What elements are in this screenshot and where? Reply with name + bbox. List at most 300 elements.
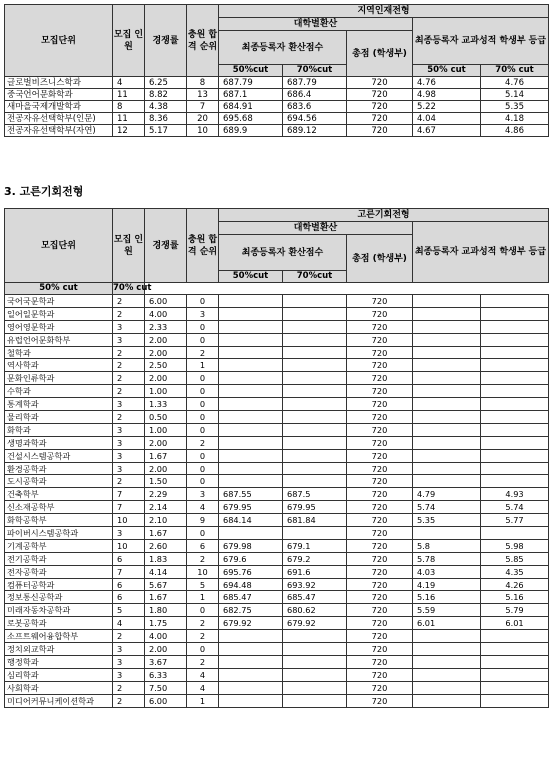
grade50-header: 50% cut: [5, 283, 113, 295]
grade-50-cell: [413, 346, 481, 359]
grade-50-cell: 4.76: [413, 77, 481, 89]
grade70-header: 70% cut: [113, 283, 152, 293]
conv-70-cell: 679.92: [283, 617, 347, 630]
conv-70-cell: [283, 694, 347, 707]
fill-rank-cell: 1: [187, 359, 219, 372]
fill-rank-cell: 1: [187, 694, 219, 707]
grade-70-cell: [481, 694, 549, 707]
dept-name-cell: 로봇공학과: [5, 617, 113, 630]
grade-50-cell: [413, 694, 481, 707]
dept-name-cell: 물리학과: [5, 411, 113, 424]
quota-cell: 3: [113, 398, 145, 411]
conv-50-cell: [219, 423, 283, 436]
fill-rank-cell: 8: [187, 77, 219, 89]
grade-70-cell: 5.74: [481, 501, 549, 514]
col-unit-header: 모집단위: [5, 209, 113, 283]
total-score-cell: 720: [347, 77, 413, 89]
total-score-cell: 720: [347, 488, 413, 501]
grade-70-cell: [481, 372, 549, 385]
conv-50-cell: [219, 346, 283, 359]
table-row: [5, 125, 549, 137]
grade-70-cell: [481, 668, 549, 681]
final-grade-header: 최종등록자 교과성적 학생부 등급: [413, 18, 549, 65]
grade-50-cell: [413, 320, 481, 333]
quota-cell: 3: [113, 333, 145, 346]
conv-50-cell: [219, 385, 283, 398]
grade-50-cell: [413, 436, 481, 449]
conv-70-cell: [283, 668, 347, 681]
grade-70-cell: [481, 527, 549, 540]
fill-rank-cell: 0: [187, 423, 219, 436]
rate-cell: 1.67: [145, 527, 187, 540]
table-row: [5, 462, 549, 475]
total-score-cell: 720: [347, 398, 413, 411]
quota-cell: 2: [113, 681, 145, 694]
total-score-cell: 720: [347, 591, 413, 604]
quota-cell: 5: [113, 604, 145, 617]
grade-50-cell: [413, 372, 481, 385]
conv-70-cell: [283, 411, 347, 424]
cut70-header: 70%cut: [283, 271, 347, 283]
grade-50-cell: [413, 307, 481, 320]
rate-cell: 1.83: [145, 552, 187, 565]
conv-50-cell: 687.55: [219, 488, 283, 501]
quota-cell: 7: [113, 501, 145, 514]
quota-cell: 11: [113, 113, 145, 125]
rate-cell: 2.00: [145, 643, 187, 656]
grade-70-cell: [481, 655, 549, 668]
grade-70-cell: [481, 295, 549, 308]
total-header: 총점 (학생부): [347, 235, 413, 283]
final-grade-header: 최종등록자 교과성적 학생부 등급: [413, 222, 549, 283]
quota-cell: 7: [113, 488, 145, 501]
table-row: [5, 578, 549, 591]
dept-name-cell: 화학공학부: [5, 514, 113, 527]
quota-cell: 3: [113, 655, 145, 668]
total-header: 총점 (학생부): [347, 31, 413, 77]
table-row: [5, 333, 549, 346]
conv-70-cell: [283, 307, 347, 320]
rate-cell: 5.67: [145, 578, 187, 591]
total-score-cell: 720: [347, 385, 413, 398]
total-score-cell: 720: [347, 539, 413, 552]
fill-rank-cell: 2: [187, 630, 219, 643]
quota-cell: 8: [113, 101, 145, 113]
quota-cell: 2: [113, 411, 145, 424]
grade-70-cell: 6.01: [481, 617, 549, 630]
grade-70-cell: [481, 307, 549, 320]
conv-70-cell: [283, 655, 347, 668]
conv-70-cell: [283, 462, 347, 475]
conv-70-cell: 679.95: [283, 501, 347, 514]
dept-name-cell: 유럽언어문화학부: [5, 333, 113, 346]
grade-70-cell: 4.18: [481, 113, 549, 125]
conv-50-cell: [219, 372, 283, 385]
rate-cell: 2.10: [145, 514, 187, 527]
rate-cell: 6.00: [145, 694, 187, 707]
grade-50-cell: [413, 333, 481, 346]
table-row: [5, 320, 549, 333]
fill-rank-cell: 2: [187, 346, 219, 359]
dept-name-cell: 새마을국제개발학과: [5, 101, 113, 113]
quota-cell: 2: [113, 359, 145, 372]
dept-name-cell: 정치외교학과: [5, 643, 113, 656]
table-row: [5, 681, 549, 694]
univ-conv-header: 대학별환산: [219, 222, 413, 235]
table-row: [5, 527, 549, 540]
conv-70-cell: [283, 372, 347, 385]
grade-50-cell: [413, 359, 481, 372]
rate-cell: 0.50: [145, 411, 187, 424]
rate-cell: 1.33: [145, 398, 187, 411]
fill-rank-cell: 6: [187, 539, 219, 552]
grade-70-cell: [481, 359, 549, 372]
table-row: [5, 423, 549, 436]
quota-cell: 3: [113, 320, 145, 333]
fill-rank-cell: 0: [187, 449, 219, 462]
conv-70-cell: 687.79: [283, 77, 347, 89]
table-row: [5, 359, 549, 372]
grade-50-cell: 4.79: [413, 488, 481, 501]
quota-cell: 6: [113, 591, 145, 604]
section-title: 3. 고른기회전형: [4, 185, 84, 198]
grade-70-cell: 5.98: [481, 539, 549, 552]
dept-name-cell: 전자공학과: [5, 565, 113, 578]
quota-cell: 4: [113, 617, 145, 630]
table-row: [5, 655, 549, 668]
grade-50-cell: [413, 295, 481, 308]
conv-50-cell: [219, 359, 283, 372]
total-score-cell: 720: [347, 423, 413, 436]
conv-70-cell: [283, 320, 347, 333]
col-quota-header: 모집 인원: [113, 209, 145, 283]
table-row: [5, 398, 549, 411]
fill-rank-cell: 2: [187, 436, 219, 449]
rate-cell: 2.50: [145, 359, 187, 372]
fill-rank-cell: 0: [187, 333, 219, 346]
rate-cell: 4.00: [145, 307, 187, 320]
grade70-header: 70% cut: [481, 65, 549, 77]
fill-rank-cell: 0: [187, 320, 219, 333]
total-score-cell: 720: [347, 89, 413, 101]
conv-50-cell: [219, 668, 283, 681]
rate-cell: 1.80: [145, 604, 187, 617]
fill-rank-cell: 0: [187, 295, 219, 308]
rate-cell: 1.67: [145, 449, 187, 462]
rate-cell: 6.33: [145, 668, 187, 681]
conv-50-cell: [219, 411, 283, 424]
conv-50-cell: 689.9: [219, 125, 283, 137]
total-score-cell: 720: [347, 681, 413, 694]
conv-70-cell: 694.56: [283, 113, 347, 125]
total-score-cell: 720: [347, 411, 413, 424]
final-conv-header: 최종등록자 환산점수: [219, 235, 347, 271]
total-score-cell: 720: [347, 462, 413, 475]
conv-50-cell: [219, 307, 283, 320]
grade-50-cell: [413, 668, 481, 681]
total-score-cell: 720: [347, 333, 413, 346]
table-row: [5, 539, 549, 552]
rate-cell: 2.00: [145, 372, 187, 385]
quota-cell: 7: [113, 565, 145, 578]
table-row: [5, 295, 549, 308]
conv-70-cell: 689.12: [283, 125, 347, 137]
rate-cell: 6.00: [145, 295, 187, 308]
table-row: [5, 591, 549, 604]
grade50-header: 50% cut: [413, 65, 481, 77]
quota-cell: 2: [113, 385, 145, 398]
grade-70-cell: 5.14: [481, 89, 549, 101]
table-row: [5, 411, 549, 424]
grade-50-cell: 5.59: [413, 604, 481, 617]
fill-rank-cell: 10: [187, 125, 219, 137]
table-row: [5, 501, 549, 514]
fill-rank-cell: 0: [187, 411, 219, 424]
fill-rank-cell: 13: [187, 89, 219, 101]
conv-50-cell: [219, 295, 283, 308]
fill-rank-cell: 0: [187, 372, 219, 385]
table-row: [5, 488, 549, 501]
total-score-cell: 720: [347, 372, 413, 385]
table-row: [5, 630, 549, 643]
grade-70-cell: 4.26: [481, 578, 549, 591]
dept-name-cell: 심리학과: [5, 668, 113, 681]
total-score-cell: 720: [347, 630, 413, 643]
fill-rank-cell: 1: [187, 591, 219, 604]
conv-50-cell: 685.47: [219, 591, 283, 604]
table-row: [5, 449, 549, 462]
conv-70-cell: 680.62: [283, 604, 347, 617]
quota-cell: 3: [113, 462, 145, 475]
grade-50-cell: [413, 411, 481, 424]
dept-name-cell: 전공자유선택학부(자연): [5, 125, 113, 137]
grade-50-cell: [413, 385, 481, 398]
total-score-cell: 720: [347, 578, 413, 591]
rate-cell: 3.67: [145, 655, 187, 668]
regional-talent-table: [4, 4, 549, 137]
quota-cell: 12: [113, 125, 145, 137]
total-score-cell: 720: [347, 527, 413, 540]
fill-rank-cell: 2: [187, 617, 219, 630]
conv-50-cell: [219, 333, 283, 346]
conv-70-cell: [283, 359, 347, 372]
grade-70-cell: 4.86: [481, 125, 549, 137]
grade-50-cell: [413, 655, 481, 668]
dept-name-cell: 컴퓨터공학과: [5, 578, 113, 591]
total-score-cell: 720: [347, 514, 413, 527]
dept-name-cell: 국어국문학과: [5, 295, 113, 308]
rate-cell: 2.60: [145, 539, 187, 552]
conv-70-cell: [283, 475, 347, 488]
rate-cell: 5.17: [145, 125, 187, 137]
quota-cell: 3: [113, 449, 145, 462]
total-score-cell: 720: [347, 101, 413, 113]
conv-70-cell: [283, 630, 347, 643]
col-fill-header: 충원 합격 순위: [187, 209, 219, 283]
grade-50-cell: [413, 423, 481, 436]
grade-70-cell: 4.35: [481, 565, 549, 578]
grade-70-cell: [481, 320, 549, 333]
fill-rank-cell: 0: [187, 398, 219, 411]
grade-70-cell: [481, 630, 549, 643]
fill-rank-cell: 0: [187, 643, 219, 656]
quota-cell: 10: [113, 514, 145, 527]
conv-70-cell: 687.5: [283, 488, 347, 501]
dept-name-cell: 건설시스템공학과: [5, 449, 113, 462]
grade-70-cell: [481, 462, 549, 475]
total-score-cell: 720: [347, 604, 413, 617]
conv-70-cell: 679.2: [283, 552, 347, 565]
col-fill-header: 충원 합격 순위: [187, 5, 219, 77]
rate-cell: 2.00: [145, 436, 187, 449]
fill-rank-cell: 9: [187, 514, 219, 527]
fill-rank-cell: 20: [187, 113, 219, 125]
grade-50-cell: 6.01: [413, 617, 481, 630]
grade-50-cell: [413, 462, 481, 475]
conv-50-cell: [219, 681, 283, 694]
grade-70-cell: [481, 681, 549, 694]
quota-cell: 2: [113, 630, 145, 643]
grade-70-cell: 5.16: [481, 591, 549, 604]
quota-cell: 3: [113, 423, 145, 436]
quota-cell: 6: [113, 552, 145, 565]
quota-cell: 2: [113, 372, 145, 385]
grade-70-cell: [481, 333, 549, 346]
total-score-cell: 720: [347, 449, 413, 462]
total-score-cell: 720: [347, 655, 413, 668]
fill-rank-cell: 10: [187, 565, 219, 578]
rate-cell: 4.14: [145, 565, 187, 578]
dept-name-cell: 소프트웨어융합학부: [5, 630, 113, 643]
conv-50-cell: [219, 462, 283, 475]
conv-50-cell: 684.91: [219, 101, 283, 113]
table-row: [5, 475, 549, 488]
conv-70-cell: 686.4: [283, 89, 347, 101]
rate-cell: 2.00: [145, 462, 187, 475]
conv-50-cell: 687.1: [219, 89, 283, 101]
conv-50-cell: 695.76: [219, 565, 283, 578]
total-score-cell: 720: [347, 552, 413, 565]
rate-cell: 7.50: [145, 681, 187, 694]
grade-50-cell: 5.22: [413, 101, 481, 113]
conv-50-cell: 679.98: [219, 539, 283, 552]
dept-name-cell: 화학과: [5, 423, 113, 436]
total-score-cell: 720: [347, 359, 413, 372]
dept-name-cell: 글로벌비즈니스학과: [5, 77, 113, 89]
conv-70-cell: 683.6: [283, 101, 347, 113]
grade-50-cell: [413, 398, 481, 411]
grade-70-cell: 4.76: [481, 77, 549, 89]
cut50-header: 50%cut: [219, 271, 283, 283]
conv-70-cell: [283, 643, 347, 656]
conv-50-cell: 684.14: [219, 514, 283, 527]
dept-name-cell: 정보통신공학과: [5, 591, 113, 604]
col-unit-header: 모집단위: [5, 5, 113, 77]
dept-name-cell: 환경공학과: [5, 462, 113, 475]
conv-70-cell: 679.1: [283, 539, 347, 552]
grade-70-cell: [481, 475, 549, 488]
fill-rank-cell: 3: [187, 307, 219, 320]
grade-70-cell: [481, 398, 549, 411]
col-quota-header: 모집 인원: [113, 5, 145, 77]
dept-name-cell: 통계학과: [5, 398, 113, 411]
rate-cell: 4.00: [145, 630, 187, 643]
rate-cell: 2.00: [145, 346, 187, 359]
fill-rank-cell: 0: [187, 462, 219, 475]
dept-name-cell: 행정학과: [5, 655, 113, 668]
conv-50-cell: [219, 449, 283, 462]
cut70-header: 70%cut: [283, 65, 347, 77]
total-score-cell: 720: [347, 436, 413, 449]
col-rate-header: 경쟁률: [145, 5, 187, 77]
conv-50-cell: [219, 527, 283, 540]
grade-70-cell: 5.35: [481, 101, 549, 113]
grade-70-cell: 5.77: [481, 514, 549, 527]
group-title: 고른기회전형: [219, 209, 549, 222]
conv-50-cell: 695.68: [219, 113, 283, 125]
quota-cell: 11: [113, 89, 145, 101]
conv-70-cell: [283, 681, 347, 694]
grade-70-cell: 5.79: [481, 604, 549, 617]
dept-name-cell: 사회학과: [5, 681, 113, 694]
conv-70-cell: [283, 346, 347, 359]
grade-70-cell: [481, 449, 549, 462]
grade-50-cell: [413, 643, 481, 656]
dept-name-cell: 기계공학부: [5, 539, 113, 552]
conv-50-cell: 687.79: [219, 77, 283, 89]
fill-rank-cell: 4: [187, 501, 219, 514]
grade-50-cell: [413, 681, 481, 694]
quota-cell: 4: [113, 77, 145, 89]
total-score-cell: 720: [347, 295, 413, 308]
total-score-cell: 720: [347, 346, 413, 359]
grade-50-cell: [413, 527, 481, 540]
grade-70-cell: [481, 346, 549, 359]
dept-name-cell: 신소재공학부: [5, 501, 113, 514]
total-score-cell: 720: [347, 565, 413, 578]
grade-50-cell: 5.8: [413, 539, 481, 552]
rate-cell: 1.75: [145, 617, 187, 630]
dept-name-cell: 미래자동차공학과: [5, 604, 113, 617]
rate-cell: 2.14: [145, 501, 187, 514]
fill-rank-cell: 0: [187, 527, 219, 540]
rate-cell: 1.67: [145, 591, 187, 604]
conv-50-cell: [219, 630, 283, 643]
grade-50-cell: 5.74: [413, 501, 481, 514]
total-score-cell: 720: [347, 113, 413, 125]
grade-70-cell: 5.85: [481, 552, 549, 565]
dept-name-cell: 수학과: [5, 385, 113, 398]
rate-cell: 1.00: [145, 385, 187, 398]
quota-cell: 3: [113, 668, 145, 681]
fill-rank-cell: 0: [187, 385, 219, 398]
conv-70-cell: 693.92: [283, 578, 347, 591]
rate-cell: 4.38: [145, 101, 187, 113]
conv-50-cell: 694.48: [219, 578, 283, 591]
conv-50-cell: [219, 694, 283, 707]
dept-name-cell: 철학과: [5, 346, 113, 359]
grade-70-cell: [481, 643, 549, 656]
rate-cell: 8.82: [145, 89, 187, 101]
total-score-cell: 720: [347, 668, 413, 681]
fill-rank-cell: 7: [187, 101, 219, 113]
rate-cell: 2.00: [145, 333, 187, 346]
conv-70-cell: 691.6: [283, 565, 347, 578]
dept-name-cell: 파이버시스템공학과: [5, 527, 113, 540]
quota-cell: 10: [113, 539, 145, 552]
fill-rank-cell: 2: [187, 552, 219, 565]
conv-70-cell: [283, 398, 347, 411]
